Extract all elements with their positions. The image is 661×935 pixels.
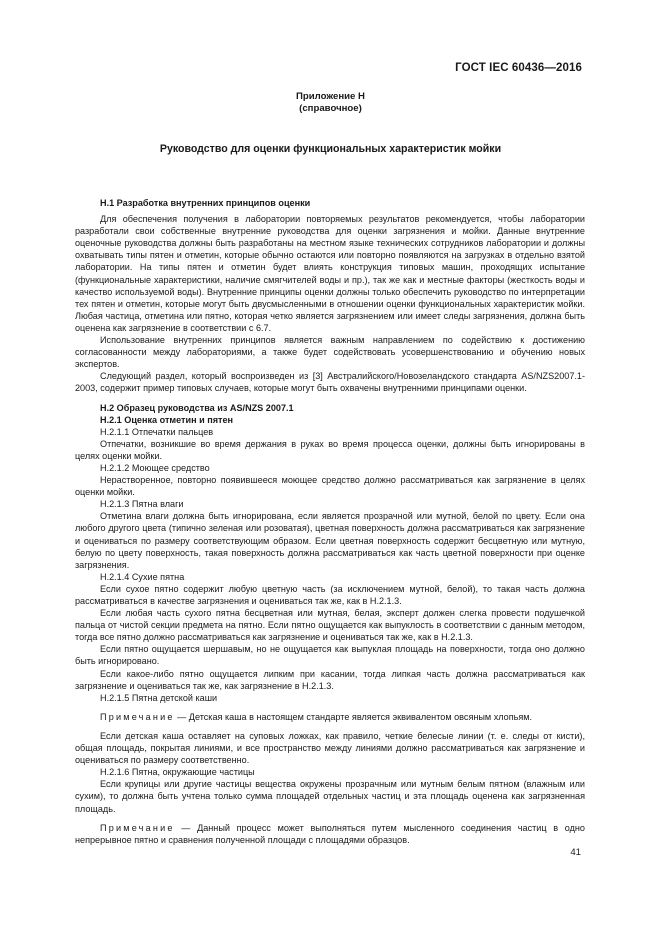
paragraph: Если крупицы или другие частицы вещества окружены прозрачным или мутным белым пятном (влажным или сухим), то должна быть учтена только сумма площадей отдельных частиц и эта площадь оценена как загрязненная площадь. (75, 779, 585, 814)
subsection-heading: Н.2.1.6 Пятна, окружающие частицы (100, 767, 255, 778)
document-title: Руководство для оценки функциональных характеристик мойки (159, 143, 502, 155)
paragraph: Если сухое пятно содержит любую цветную часть (за исключением мутной, белой), то такая часть должна рассматриваться в качестве загрязнения и оцениваться так же, как в Н.2.1.3. (75, 583, 585, 606)
note-text: — Данный процесс может выполняться путем мысленного соединения частиц в одно непрерывное пятно и сравнения полученной площади с площадями образцов. (75, 822, 585, 845)
section-h2-heading: Н.2 Образец руководства из AS/NZS 2007.1 (100, 402, 294, 413)
paragraph: Использование внутренних принципов является важным направлением по содействию к достижению согласованности между лабораториями, а также будет содействовать усовершенствованию и обучению новых экспертов. (75, 335, 585, 370)
note-label: Примечание (100, 822, 175, 833)
paragraph: Отпечатки, возникшие во время держания в руках во время процесса оценки, должны быть игнорированы в целях оценки мойки. (75, 438, 585, 461)
paragraph: Нерастворенное, повторно появившееся моющее средство должно рассматриваться как загрязнение в целях оценки мойки. (75, 475, 585, 498)
annex-subtitle: (справочное) (299, 103, 362, 114)
document-body (75, 197, 585, 846)
subsection-heading: Н.2.1.5 Пятна детской каши (100, 692, 218, 703)
section-h1-heading: Н.1 Разработка внутренних принципов оценки (100, 198, 311, 208)
subsection-heading: Н.2.1.3 Пятна влаги (100, 499, 184, 510)
annex-heading (0, 91, 661, 115)
paragraph: Если какое-либо пятно ощущается липким при касании, тогда липкая часть должна рассматриваться как загрязнение и оцениваться так же, как загрязнение в Н.2.1.3. (75, 668, 585, 691)
subsection-heading: Н.2.1.1 Отпечатки пальцев (100, 426, 214, 437)
note-label: Примечание (100, 711, 175, 722)
paragraph: Если детская каша оставляет на суповых ложках, как правило, четкие белесые линии (т. е. следы от кисти), общая площадь, покрытая линиями, и все пространство между линиями должно рассматриваться как загрязнение и оцениваться по размеру соответственно. (75, 730, 585, 766)
annex-title: Приложение Н (296, 91, 365, 102)
paragraph: Отметина влаги должна быть игнорирована, если является прозрачной или мутной, белой по цвету. Если она любого другого цвета (типично зеленая или розоватая), цветная поверхность должна рассматриваться как загрязнение и оцениваться по размеру соответствующим образом. Если цветная поверхность содержит бесцветную или мутную, белую по цвету поверхность, такая поверхность должна рассматриваться как часть цветной поверхности при оценке загрязнения. (75, 511, 585, 570)
paragraph: Если любая часть сухого пятна бесцветная или мутная, белая, эксперт должен слегка провести подушечкой пальца от чистой секции предмета на пятно. Если пятно ощущается как выпуклость в соответствии с данным методом, тогда все пятно должно рассматриваться как загрязнение и оцениваться так же, как в Н.2.1.3. (75, 608, 585, 643)
note-text: — Детская каша в настоящем стандарте является эквивалентом овсяным хлопьям. (174, 711, 533, 722)
paragraph: Для обеспечения получения в лаборатории повторяемых результатов рекомендуется, чтобы лаборатории разработали свои собственные внутренние руководства для оценки загрязнения и мойки. Данные внутренние оценочные руководства должны быть разработаны на местном языке технических сотрудников лаборатории и должны охватывать типы пятен и отметин, которые обычно остаются или повторно появляются на загрузках в отдельно взятой лаборатории. На типы пятен и отметин будет влиять конструкция типовых машин, проходящих испытание (функциональные характеристики, наличие смягчителей воды и пр.), так же как и местные факторы (жесткость воды и качество используемой воды). Внутренние принципы оценки должны только обеспечить руководство по интерпретации тех пятен и отметин, которые могут быть двусмысленными в отношении оценки функциональных характеристик мойки. Любая частица, отметина или пятно, которая четко является загрязнением или имеет следы загрязнения, должна быть оценена как загрязнение в соответствии с 6.7. (75, 214, 585, 333)
page-number: 41 (570, 847, 581, 858)
subsection-heading: Н.2.1.2 Моющее средство (100, 462, 210, 473)
paragraph: Если пятно ощущается шершавым, но не ощущается как выпуклая площадь на поверхности, тогда оно должно быть игнорировано. (75, 644, 585, 667)
note (75, 822, 585, 846)
section-h21-heading: Н.2.1 Оценка отметин и пятен (100, 414, 234, 425)
standard-id: ГОСТ IEC 60436—2016 (455, 62, 582, 74)
subsection-heading: Н.2.1.4 Сухие пятна (100, 571, 185, 582)
paragraph: Следующий раздел, который воспроизведен из [3] Австралийского/Новозеландского стандарта AS/NZS2007.1-2003, содержит пример типовых случаев, которые могут быть охвачены внутренними принципами оценки. (75, 371, 585, 394)
note (75, 711, 585, 723)
